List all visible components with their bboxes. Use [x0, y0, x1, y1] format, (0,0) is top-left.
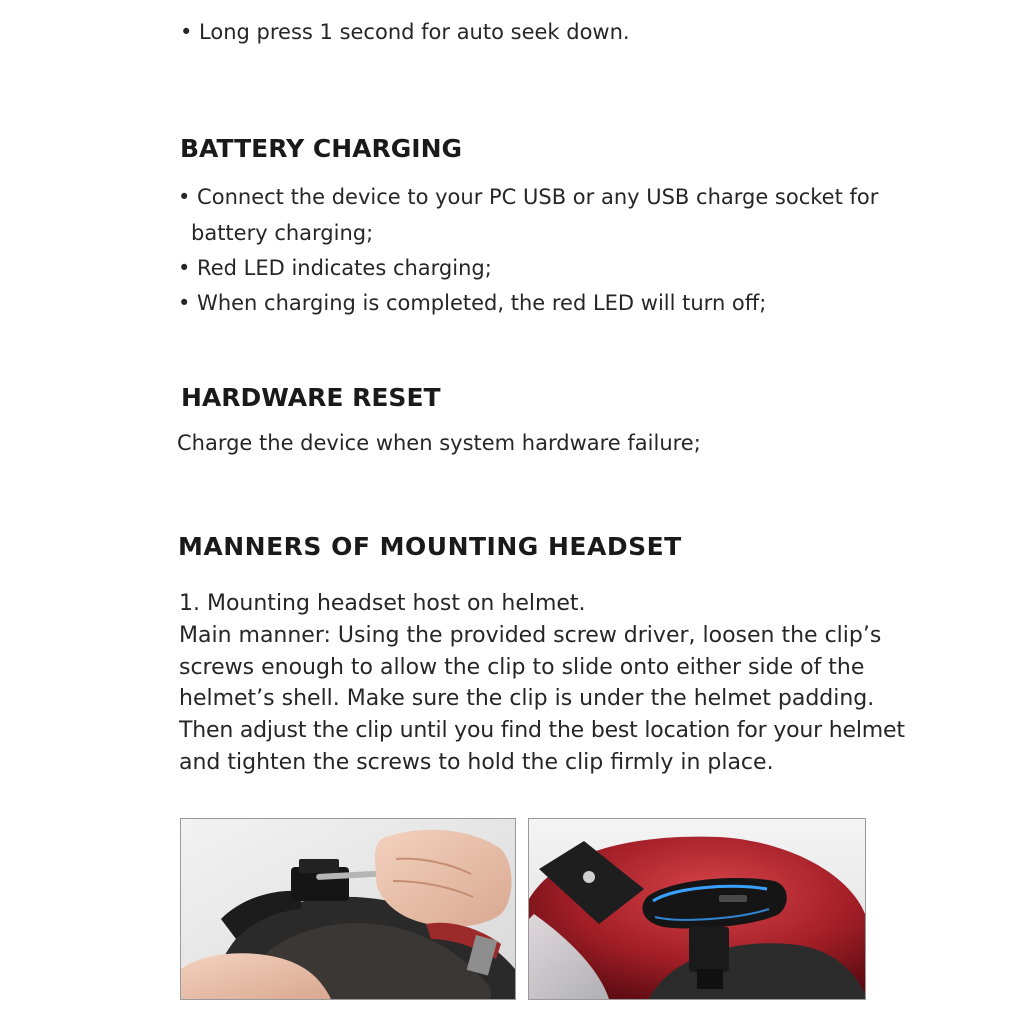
battery-charging-heading: BATTERY CHARGING — [180, 134, 463, 163]
auto-seek-down-bullet: • Long press 1 second for auto seek down. — [180, 20, 630, 44]
hand-screwdriver-photo — [180, 818, 516, 1000]
hand-screwdriver-illustration — [181, 819, 515, 999]
battery-line-2: battery charging; — [191, 221, 374, 245]
mounting-line-3: helmet’s shell. Make sure the clip is under the helmet padding. — [179, 686, 875, 711]
mounting-heading: MANNERS OF MOUNTING HEADSET — [178, 532, 682, 561]
mounting-line-2: screws enough to allow the clip to slide onto either side of the — [179, 655, 865, 680]
headset-helmet-illustration — [529, 819, 865, 999]
battery-line-4: • When charging is completed, the red LED will turn off; — [178, 291, 767, 315]
hardware-reset-heading: HARDWARE RESET — [181, 383, 441, 412]
mounting-step-1: 1. Mounting headset host on helmet. — [179, 591, 586, 616]
hardware-reset-text: Charge the device when system hardware failure; — [177, 431, 701, 455]
mounting-line-4: Then adjust the clip until you find the best location for your helmet — [179, 718, 905, 743]
mounting-line-1: Main manner: Using the provided screw driver, loosen the clip’s — [179, 623, 882, 648]
mounting-line-5: and tighten the screws to hold the clip firmly in place. — [179, 750, 774, 775]
battery-line-1: • Connect the device to your PC USB or any USB charge socket for — [178, 185, 879, 209]
battery-line-3: • Red LED indicates charging; — [178, 256, 492, 280]
headset-on-helmet-photo — [528, 818, 866, 1000]
